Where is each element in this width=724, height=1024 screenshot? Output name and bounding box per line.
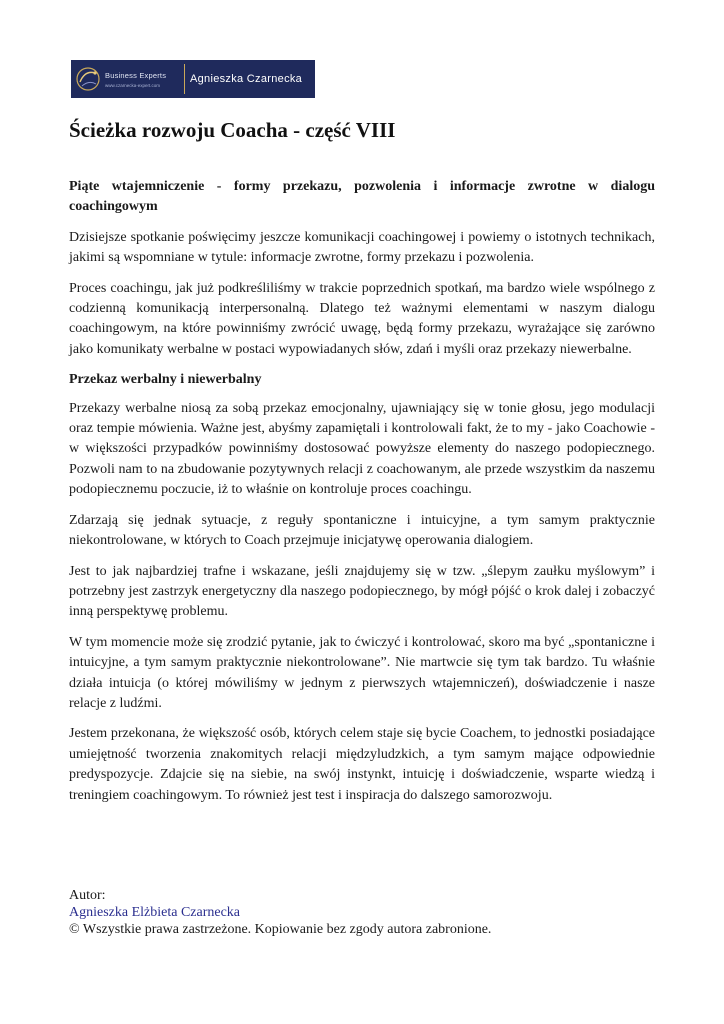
author-block <box>69 887 669 938</box>
paragraph: W tym momencie może się zrodzić pytanie, jak to ćwiczyć i kontrolować, skoro ma być „spontaniczne i intuicyjne, a tym samym praktycznie niekontrolowane”. Nie martwcie się tym tak bardzo. Tu właśnie działa intuicja (o której mówiliśmy w jednym z pierwszych wtajemniczeń), doświadczenie i nasze relacje z ludźmi. <box>69 634 655 711</box>
paragraph: Proces coachingu, jak już podkreśliliśmy w trakcie poprzednich spotkań, ma bardzo wiele wspólnego z codzienną komunikacją interpersonalną. Dlatego też ważnymi elementami w naszym dialogu coachingowym, na które powinniśmy zwrócić uwagę, będą formy przekazu, wyrażające się zarówno jako komunikaty werbalne w postaci wypowiadanych słów, zdań i myśli oraz przekazy niewerbalne. <box>69 280 655 357</box>
logo-emblem-icon <box>71 60 103 98</box>
author-name-link[interactable]: Agnieszka Elżbieta Czarnecka <box>69 905 241 920</box>
section-heading: Piąte wtajemniczenie - formy przekazu, pozwolenia i informacje zwrotne w dialogu coachingowym <box>69 179 655 215</box>
company-logo <box>71 60 315 98</box>
logo-brand-text: Business Experts <box>105 70 167 80</box>
paragraph: Jest to jak najbardziej trafne i wskazane, jeśli znajdujemy się w tzw. „ślepym zaułku myślowym” i potrzebny jest zastrzyk energetyczny dla naszego podopiecznego, by mógł pójść o krok dalej i zobaczyć inną perspektywę problemu. <box>69 563 655 620</box>
subheading: Przekaz werbalny i niewerbalny <box>69 372 262 388</box>
paragraph: Jestem przekonana, że większość osób, których celem staje się bycie Coachem, to jednostki posiadające umiejętność tworzenia znakomitych relacji międzyludzkich, a tym samym mające odpowiednie predyspozycje. Zdajcie się na siebie, na swój instynkt, intuicję i doświadczenie, wsparte wiedzą i treningiem coachingowym. To również jest test i inspiracja do dalszego samorozwoju. <box>69 726 655 803</box>
paragraph: Dzisiejsze spotkanie poświęcimy jeszcze komunikacji coachingowej i powiemy o istotnych technikach, jakimi są wspomniane w tytule: informacje zwrotne, formy przekazu i pozwolenia. <box>69 229 655 266</box>
page-title: Ścieżka rozwoju Coacha - część VIII <box>69 118 396 142</box>
author-label: Autor: <box>69 888 106 903</box>
paragraph: Przekazy werbalne niosą za sobą przekaz emocjonalny, ujawniający się w tonie głosu, jego modulacji oraz tempie mówienia. Ważne jest, abyśmy zapamiętali i kontrolowali fakt, że to my - jako Coachowie - w większości przypadków powinniśmy dostosować powyższe elementy do naszego podopiecznego. Pozwoli nam to na zbudowanie pozytywnych relacji z coachowanym, ale przede wszystkim da naszemu podopiecznemu poczucie, iż to właśnie on kontroluje proces coachingu. <box>69 400 655 498</box>
logo-name-text: Agnieszka Czarnecka <box>190 73 303 85</box>
paragraph: Zdarzają się jednak sytuacje, z reguły spontaniczne i intuicyjne, a tym samym praktycznie niekontrolowane, w których to Coach przejmuje inicjatywę operowania dialogiem. <box>69 512 655 549</box>
logo-divider <box>184 64 185 94</box>
article-body <box>69 177 655 816</box>
logo-url-text: www.czarnecka-expert.com <box>105 82 161 88</box>
copyright-notice: © Wszystkie prawa zastrzeżone. Kopiowanie bez zgody autora zabronione. <box>69 922 492 937</box>
